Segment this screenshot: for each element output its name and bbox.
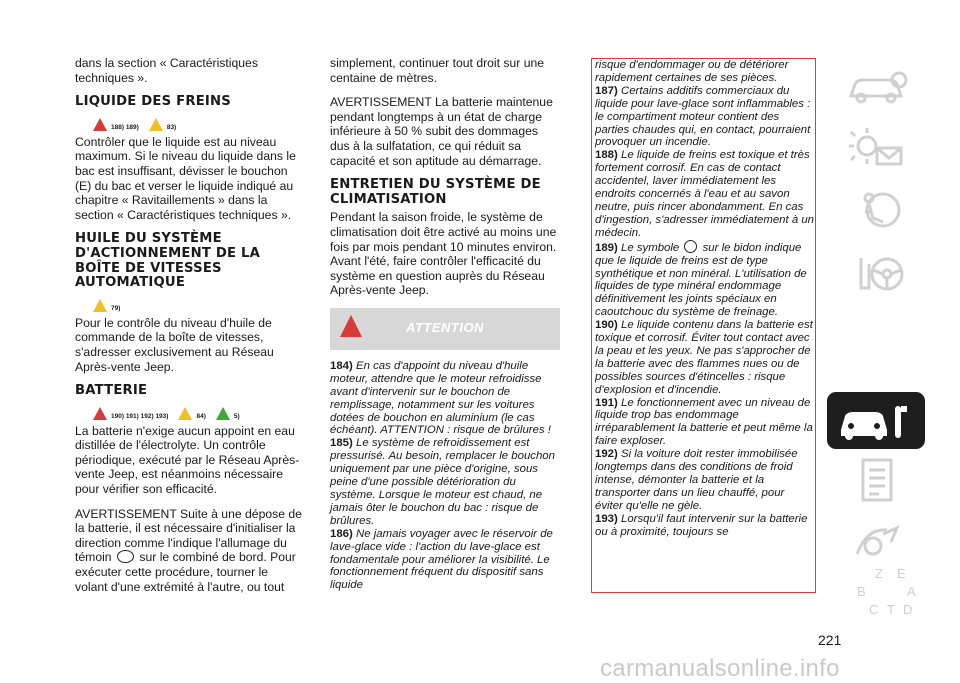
warning-text: Le système de refroidissement est pressurisé. Au besoin, remplacer le bouchon uniquement par une pièce d'origine, sous peine d'une possible détérioration du système. Lorsque le moteur est chaud, ne jamais ôter le bouchon du bac : risque de brûlures. bbox=[330, 437, 555, 527]
caution-triangle-icon bbox=[149, 118, 163, 131]
svg-text:D: D bbox=[903, 602, 913, 617]
warning-189 bbox=[595, 240, 815, 319]
brake-fluid-body: Contrôler que le liquide est au niveau maximum. Si le niveau du liquide dans le bac est insuffisant, dévisser le bouchon (E) du bac et verser le liquide indiqué au chapitre « Ravitaillements » dans la section « Caractéristiques techniques ». bbox=[75, 134, 296, 222]
warning-text: Si la voiture doit rester immobilisée longtemps dans des conditions de froid intense, démonter la batterie et la transporter dans un lieu chauffé, pour éviter qu'elle ne gèle. bbox=[595, 448, 798, 512]
svg-text:C: C bbox=[869, 602, 879, 617]
page-number: 221 bbox=[818, 632, 842, 648]
warning-190 bbox=[595, 319, 815, 396]
svg-text:T: T bbox=[887, 602, 895, 617]
warning-text: Lorsqu'il faut intervenir sur la batterie ou à proximité, toujours se bbox=[595, 512, 808, 538]
continued-warning: risque d'endommager ou de détériorer rapidement certaines de ses pièces. bbox=[595, 59, 789, 84]
battery-body: La batterie n'exige aucun appoint en eau distillée de l'électrolyte. Un contrôle périodique, exécuté par le Réseau Après-vente Jeep, est néanmoins nécessaire pour vérifier son efficacité. bbox=[75, 423, 300, 497]
warning-text: Ne jamais voyager avec le réservoir de lave-glace vide : l'action du lave-glace est fondamentale pour améliorer la visibilité. Le fonctionnement fréquent du dispositif sans liquide bbox=[330, 527, 553, 592]
warning-number: 185) bbox=[330, 437, 353, 450]
svg-text:A: A bbox=[907, 584, 916, 599]
battery-ref-icons bbox=[93, 402, 303, 420]
warning-number: 191) bbox=[595, 396, 618, 409]
caution-refs: 84) bbox=[196, 412, 206, 420]
gearbox-ref-icons bbox=[93, 294, 303, 312]
warning-187 bbox=[595, 85, 815, 150]
warning-number: 193) bbox=[595, 512, 618, 525]
airbag-person-icon bbox=[827, 182, 925, 239]
warning-refs: 188) 189) bbox=[111, 123, 139, 131]
battery-warning-part1: AVERTISSEMENT Suite à une dépose de la batterie, il est nécessaire d'initialiser la direction comme l'indique l'allumage du témoin bbox=[75, 506, 302, 565]
tab-dashboard[interactable] bbox=[827, 58, 925, 115]
warning-185 bbox=[330, 437, 560, 527]
battery-charge-warning: AVERTISSEMENT La batterie maintenue pendant longtemps à un état de charge inférieure à 50 % subit des dommages dus à la sulfatation, ce qui réduit sa capacité et son aptitude au démarrage. bbox=[330, 95, 553, 168]
warning-186 bbox=[330, 528, 560, 593]
tab-index[interactable] bbox=[827, 566, 925, 623]
brake-ref-icons bbox=[93, 113, 303, 131]
light-mail-icon bbox=[827, 120, 925, 177]
warning-193 bbox=[595, 513, 815, 539]
warning-text: Le liquide de freins est toxique et très fortement corrosif. En cas de contact accidentel, laver immédiatement les endroits concernés à l'eau et au savon neutre, puis rincer abondamment. En cas d'ingestion, s'adresser immédiatement à un médecin. bbox=[595, 149, 814, 239]
tab-technical-data[interactable] bbox=[827, 452, 925, 509]
warning-text: Le symbole bbox=[620, 241, 680, 254]
warning-number: 188) bbox=[595, 149, 618, 162]
watermark: carmanualsonline.info bbox=[600, 655, 840, 682]
warning-number: 190) bbox=[595, 319, 618, 332]
caution-refs: 83) bbox=[166, 123, 177, 131]
tab-safety[interactable] bbox=[827, 182, 925, 239]
warning-number: 187) bbox=[595, 84, 618, 97]
svg-text:Z: Z bbox=[875, 566, 883, 581]
navigation-icon bbox=[827, 514, 925, 571]
warning-triangle-icon bbox=[93, 118, 107, 131]
heading-gearbox-oil: HUILE DU SYSTÈME D'ACTIONNEMENT DE LA BOÎTE DE VITESSES AUTOMATIQUE bbox=[75, 231, 260, 291]
warning-192 bbox=[595, 448, 815, 513]
intro-text: dans la section « Caractéristiques techniques ». bbox=[75, 56, 258, 85]
warning-text: Le fonctionnement avec un niveau de liquide trop bas endommage irréparablement la batterie et peut même la faire exploser. bbox=[595, 396, 813, 448]
warning-number: 186) bbox=[330, 527, 353, 540]
attention-banner bbox=[330, 308, 560, 350]
tab-multimedia[interactable] bbox=[827, 514, 925, 571]
warning-number: 192) bbox=[595, 448, 618, 461]
warning-number: 189) bbox=[595, 241, 618, 254]
warning-text: sur le bidon indique que le liquide de freins est de type synthétique et non minéral. L'utilisation de liquides de type minéral endommage définitivement les joints spéciaux en caoutchouc du système de freinage. bbox=[595, 241, 807, 319]
steering-wheel-icon bbox=[827, 244, 925, 301]
alphabet-index-icon bbox=[827, 566, 925, 623]
column-right-warnings bbox=[591, 58, 816, 593]
car-wrench-icon bbox=[827, 392, 925, 449]
warning-188 bbox=[595, 149, 815, 239]
warning-number: 184) bbox=[330, 359, 353, 372]
caution-triangle-icon bbox=[178, 407, 192, 420]
svg-text:B: B bbox=[857, 584, 866, 599]
air-conditioning-body: Pendant la saison froide, le système de climatisation doit être activé au moins une fois par mois pendant 10 minutes environ. Avant l'été, faire contrôler l'efficacité du système en question auprès du Réseau Après-vente Jeep. bbox=[330, 210, 557, 298]
warning-triangle-icon bbox=[93, 407, 107, 420]
heading-battery: BATTERIE bbox=[75, 383, 148, 399]
warning-text: En cas d'appoint du niveau d'huile moteur, attendre que le moteur refroidisse avant d'intervenir sur le bouchon de remplissage, notamment sur les voitures dotées de bouchon en aluminium (le cas échéant). ATTENTION : risque de brûlures ! bbox=[330, 359, 551, 437]
environment-triangle-icon bbox=[216, 407, 230, 420]
battery-warning bbox=[75, 507, 303, 595]
warning-refs: 190) 191) 192) 193) bbox=[111, 412, 169, 420]
gearbox-oil-body: Pour le contrôle du niveau d'huile de commande de la boîte de vitesses, s'adresser exclusivement au Réseau Après-vente Jeep. bbox=[75, 315, 274, 374]
heading-air-conditioning: ENTRETIEN DU SYSTÈME DE CLIMATISATION bbox=[330, 177, 541, 207]
brake-fluid-symbol-icon bbox=[684, 240, 697, 253]
heading-brake-fluid: LIQUIDE DES FREINS bbox=[75, 94, 231, 110]
continued-text: simplement, continuer tout droit sur une centaine de mètres. bbox=[330, 56, 545, 85]
warning-191 bbox=[595, 397, 815, 449]
svg-text:E: E bbox=[897, 566, 906, 581]
environment-refs: 5) bbox=[233, 412, 240, 420]
attention-title: ATTENTION bbox=[406, 319, 484, 335]
car-dashboard-icon bbox=[827, 58, 925, 115]
tab-maintenance[interactable] bbox=[827, 392, 925, 449]
document-list-icon bbox=[827, 452, 925, 509]
battery-warning-part2: sur le combiné de bord. Pour exécuter cette procédure, tourner le volant d'une extrémité à l'autre, ou tout bbox=[75, 550, 296, 594]
warning-text: Certains additifs commerciaux du liquide pour lave-glace sont inflammables : le compartiment moteur contient des parties chaudes qui, en contact, pourraient provoquer un incendie. bbox=[595, 84, 811, 149]
tab-lights[interactable] bbox=[827, 120, 925, 177]
steering-warning-light-icon bbox=[117, 550, 134, 563]
caution-refs: 79) bbox=[111, 304, 121, 312]
caution-triangle-icon bbox=[93, 299, 107, 312]
warning-184 bbox=[330, 360, 560, 437]
column-left bbox=[75, 56, 303, 604]
column-middle bbox=[330, 56, 560, 592]
warning-text: Le liquide contenu dans la batterie est toxique et corrosif. Éviter tout contact avec la peau et les yeux. Ne pas s'approcher de la batterie avec des flammes nues ou de possibles sources d'étincelles : risque d'explosion et d'incendie. bbox=[595, 319, 813, 396]
tab-driving[interactable] bbox=[827, 244, 925, 301]
